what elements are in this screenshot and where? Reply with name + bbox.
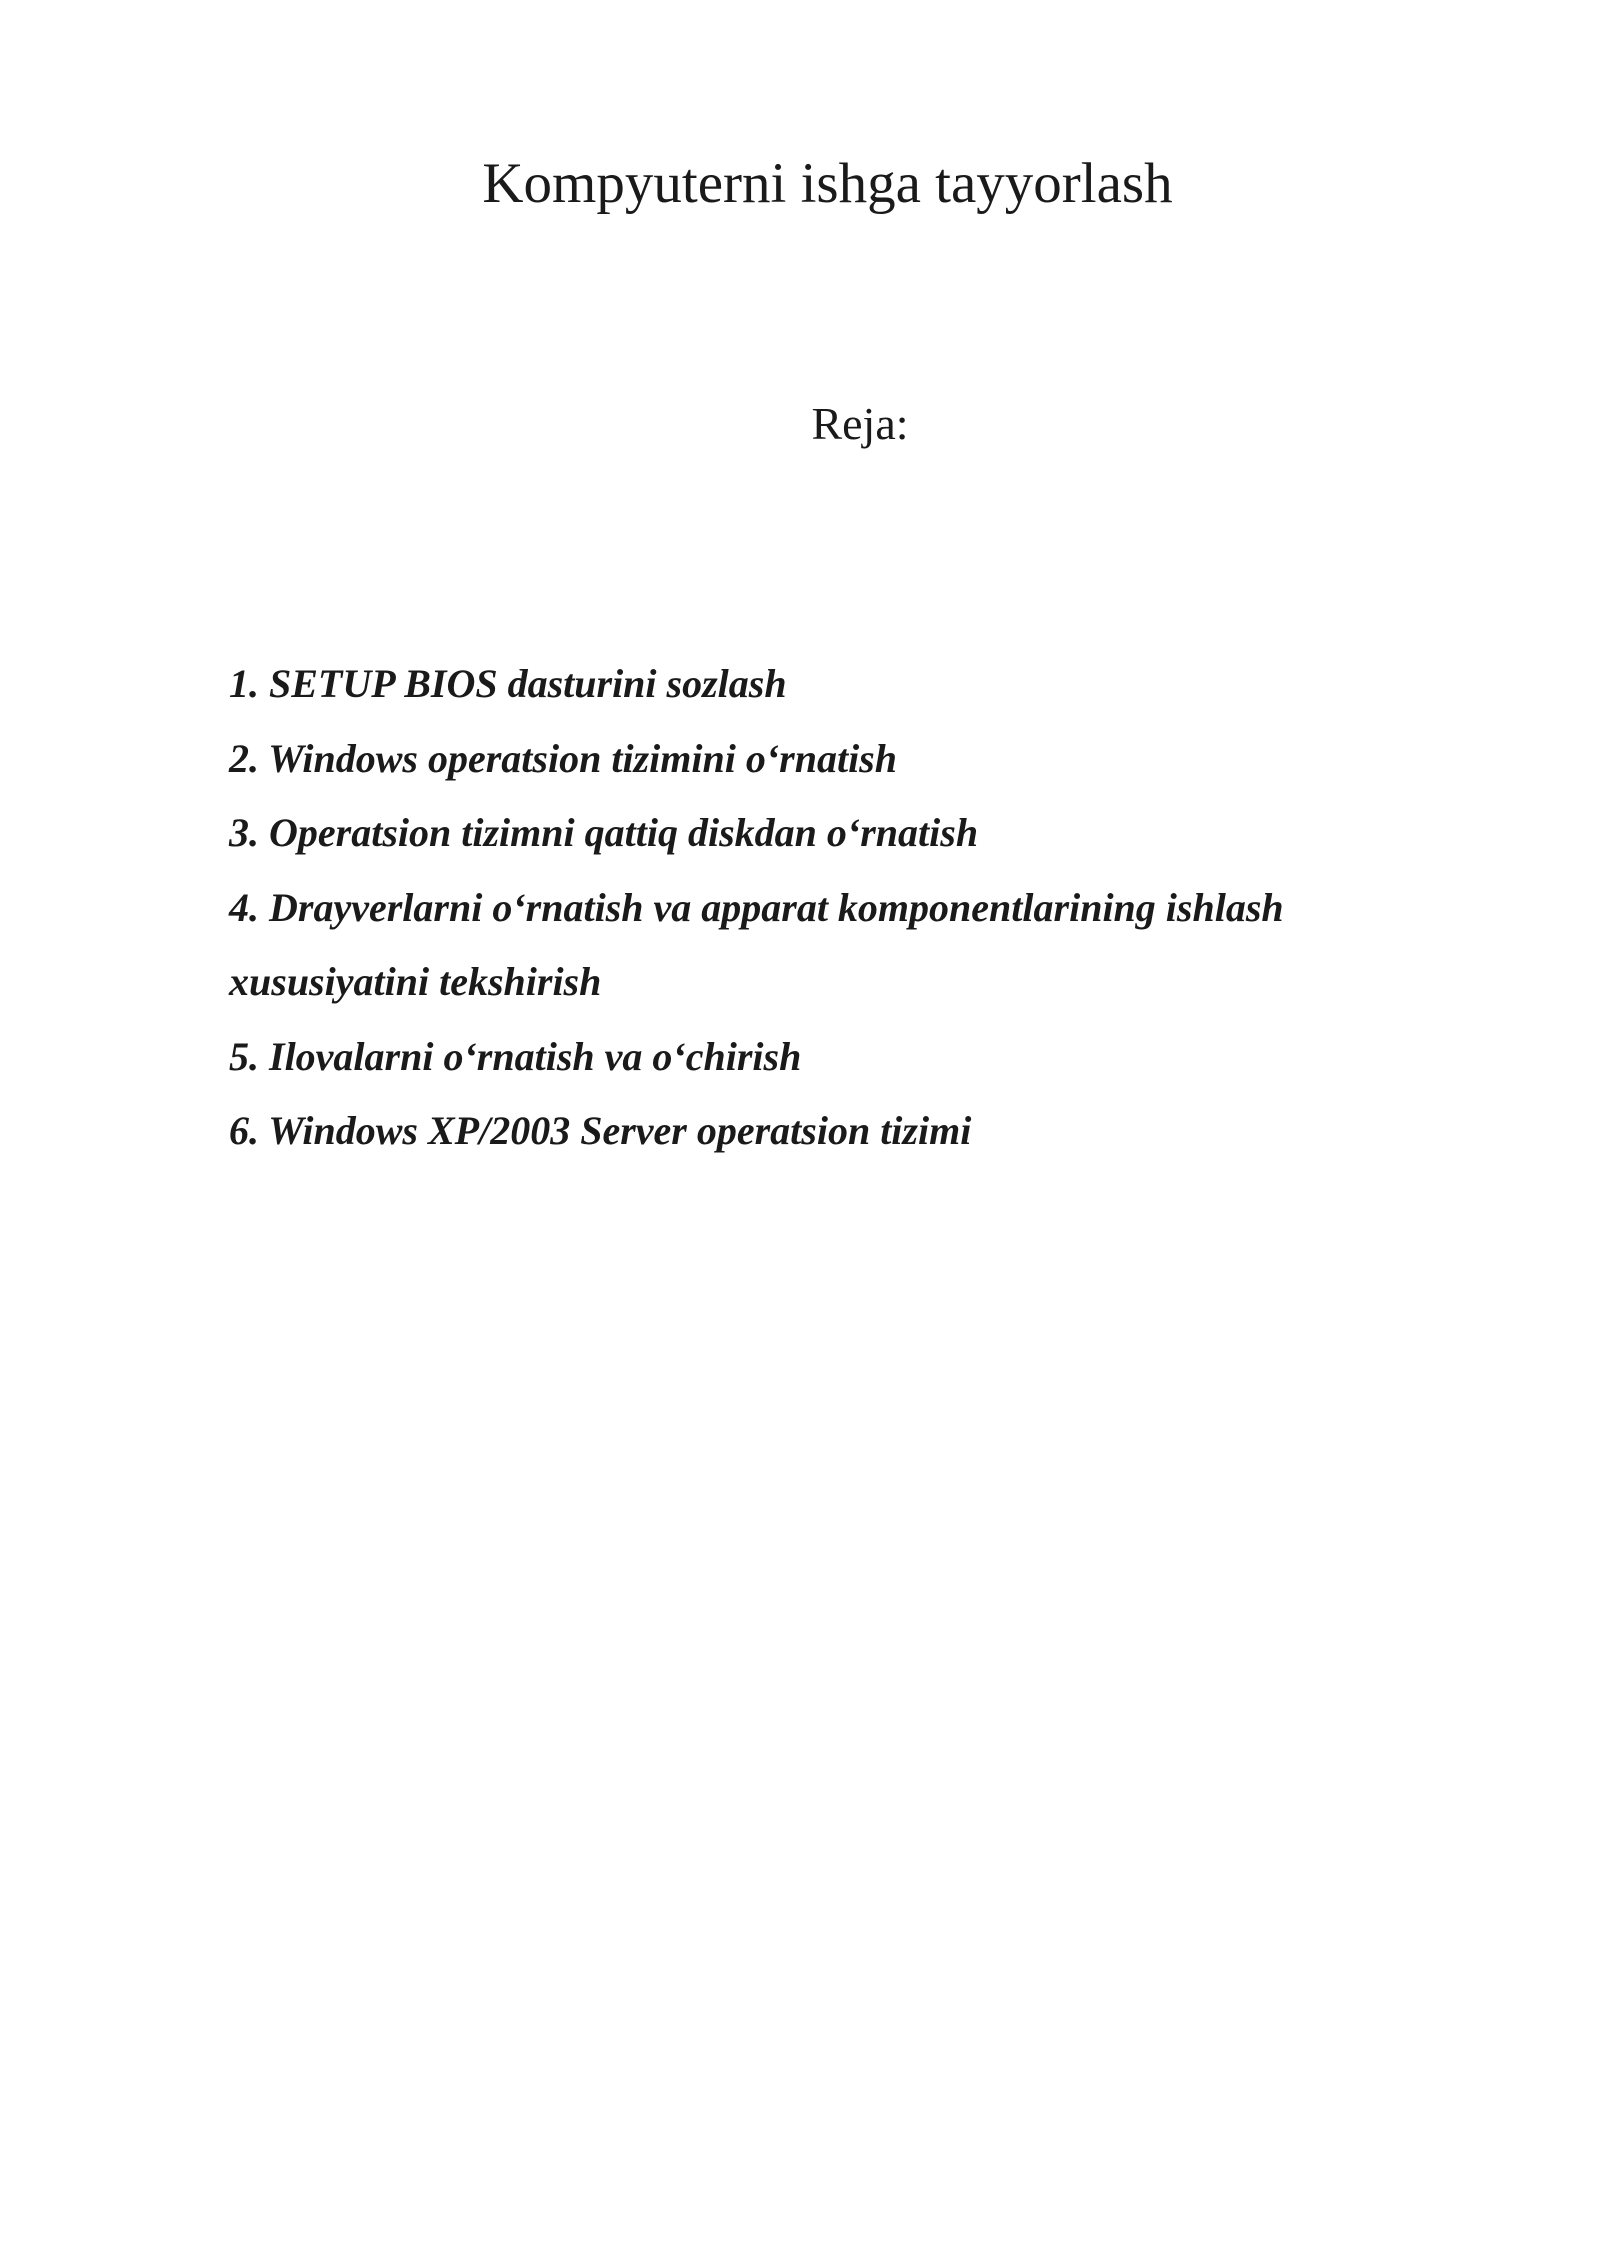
plan-item-continuation: xususiyatini tekshirish [229,959,602,1004]
plan-list [229,647,1429,1169]
plan-item: 5. Ilovalarni o‘rnatish va o‘chirish [229,1033,802,1079]
plan-heading: Reja: [811,398,909,449]
plan-item: 6. Windows XP/2003 Server operatsion tizimi [229,1108,972,1153]
plan-item: 2. Windows operatsion tizimini o‘rnatish [229,735,897,781]
plan-item: 1. SETUP BIOS dasturini sozlash [229,661,787,706]
plan-item: 4. Drayverlarni o‘rnatish va apparat komponentlarining ishlash [229,884,1284,930]
page-title: Kompyuterni ishga tayyorlash [482,152,1173,215]
plan-item: 3. Operatsion tizimni qattiq diskdan o‘rnatish [229,810,979,855]
